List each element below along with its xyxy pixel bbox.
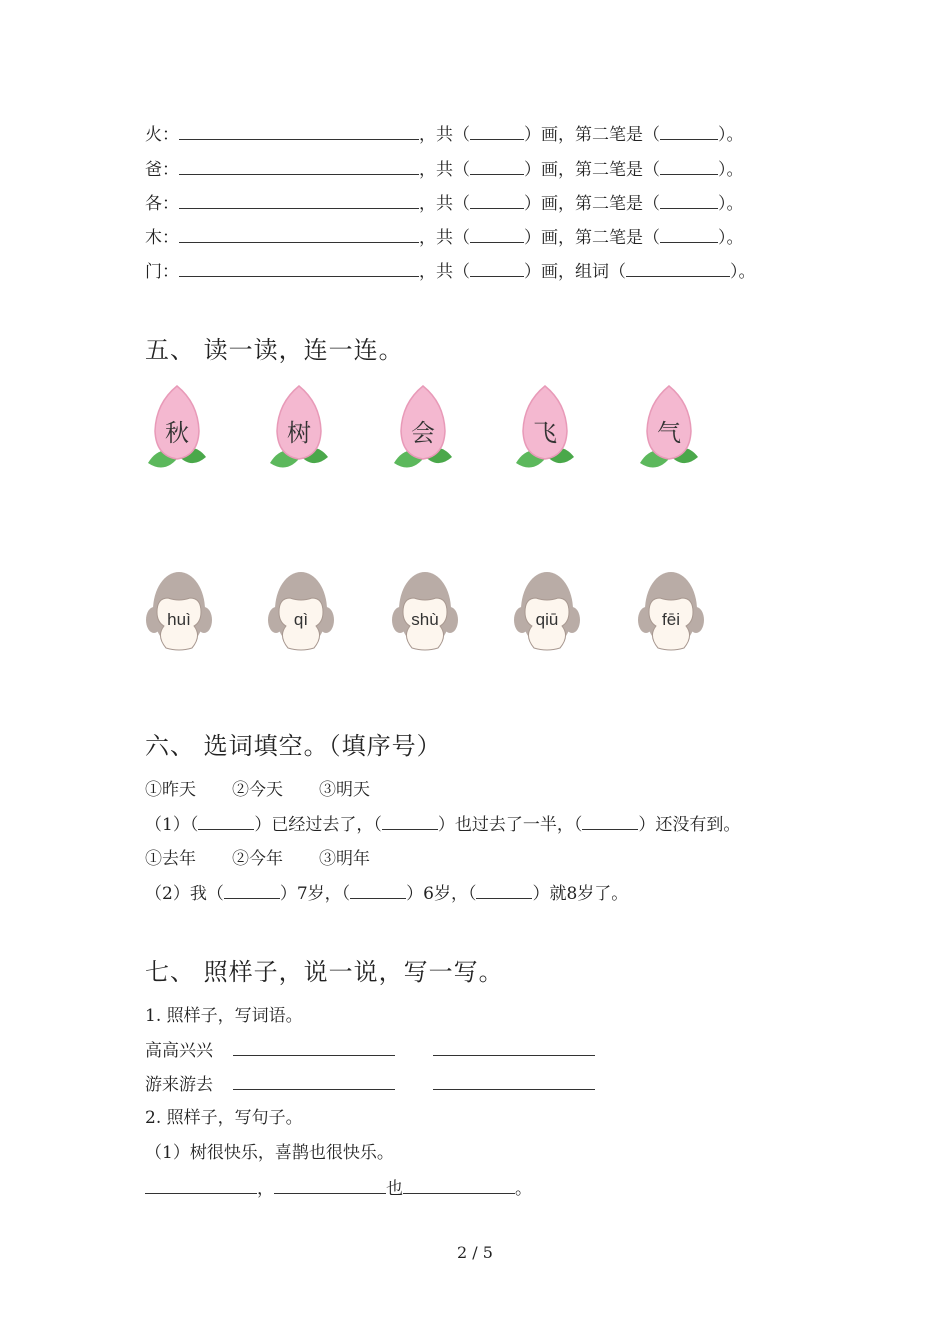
monkey-pinyin: fēi [662, 610, 680, 629]
answer-blank[interactable] [350, 882, 406, 899]
word-blank[interactable] [433, 1073, 595, 1090]
second-stroke-blank[interactable] [660, 123, 718, 140]
option: ①昨天 [145, 780, 196, 800]
word-pattern-row [145, 1073, 595, 1096]
stroke-char: 各： [145, 194, 179, 214]
sentence-text: 。 [515, 1179, 532, 1199]
sentence-blank[interactable] [403, 1177, 515, 1194]
stroke-end: ）。 [730, 262, 756, 282]
stroke-count-blank[interactable] [470, 192, 524, 209]
question-text: （2）我（ [145, 884, 224, 904]
section-7-title: 七、 照样子，说一说，写一写。 [145, 958, 504, 986]
stroke-hua: ）画， [524, 194, 575, 214]
stroke-hua: ）画， [524, 228, 575, 248]
section-6-title: 六、 选词填空。（填序号） [145, 732, 442, 760]
monkey-card[interactable] [146, 568, 212, 654]
stroke-count-blank[interactable] [470, 226, 524, 243]
sentence-blank[interactable] [274, 1177, 386, 1194]
monkey-pinyin: qì [293, 610, 309, 629]
stroke-question: 第二笔是（ [575, 160, 660, 180]
peach-char: 树 [287, 419, 311, 447]
sentence-blank[interactable] [145, 1177, 257, 1194]
word-blank[interactable] [626, 260, 730, 277]
example-sentence: （1）树很快乐，喜鹊也很快乐。 [145, 1143, 394, 1163]
question-1 [145, 813, 740, 836]
stroke-row-ge [145, 192, 744, 214]
stroke-end: ）。 [718, 160, 744, 180]
peach-card[interactable] [268, 383, 330, 473]
stroke-end: ）。 [718, 194, 744, 214]
options-row-1 [145, 779, 370, 801]
word-blank[interactable] [233, 1073, 395, 1090]
page-number: 2 / 5 [457, 1243, 493, 1262]
sentence-text: ， [257, 1179, 274, 1199]
answer-blank[interactable] [224, 882, 280, 899]
sub-question-2: 2. 照样子，写句子。 [145, 1108, 303, 1128]
option: ②今天 [232, 780, 283, 800]
question-text: ）6岁，（ [406, 884, 477, 904]
stroke-order-blank[interactable] [179, 226, 419, 243]
stroke-end: ）。 [718, 125, 744, 145]
option: ③明年 [319, 849, 370, 869]
question-text: ）就8岁了。 [532, 884, 629, 904]
stroke-gong: ，共（ [419, 228, 470, 248]
monkey-pinyin: qiū [535, 610, 559, 629]
stroke-char: 门： [145, 262, 179, 282]
answer-blank[interactable] [476, 882, 532, 899]
monkey-card[interactable] [268, 568, 334, 654]
answer-blank[interactable] [198, 813, 254, 830]
example-word: 高高兴兴 [145, 1041, 213, 1061]
stroke-row-men [145, 260, 756, 282]
monkey-pinyin: shù [411, 610, 439, 629]
stroke-char: 火： [145, 125, 179, 145]
question-text: （1）（ [145, 815, 199, 835]
stroke-order-blank[interactable] [179, 260, 419, 277]
word-blank[interactable] [233, 1039, 395, 1056]
monkey-pinyin: huì [167, 610, 191, 629]
stroke-row-huo [145, 123, 744, 145]
answer-blank[interactable] [582, 813, 638, 830]
stroke-gong: ，共（ [419, 194, 470, 214]
second-stroke-blank[interactable] [660, 192, 718, 209]
word-blank[interactable] [433, 1039, 595, 1056]
stroke-row-ba [145, 158, 744, 180]
stroke-hua: ）画， [524, 262, 575, 282]
peach-char: 飞 [533, 419, 557, 447]
stroke-char: 爸： [145, 160, 179, 180]
option: ②今年 [232, 849, 283, 869]
stroke-row-mu [145, 226, 744, 248]
stroke-order-blank[interactable] [179, 192, 419, 209]
peach-card[interactable] [638, 383, 700, 473]
options-row-2 [145, 848, 370, 870]
stroke-hua: ）画， [524, 125, 575, 145]
monkey-card[interactable] [392, 568, 458, 654]
example-word: 游来游去 [145, 1075, 213, 1095]
stroke-count-blank[interactable] [470, 123, 524, 140]
second-stroke-blank[interactable] [660, 158, 718, 175]
peach-card[interactable] [146, 383, 208, 473]
second-stroke-blank[interactable] [660, 226, 718, 243]
answer-blank[interactable] [382, 813, 438, 830]
monkey-card[interactable] [638, 568, 704, 654]
question-text: ）已经过去了，（ [254, 815, 382, 835]
peach-char: 秋 [165, 419, 189, 447]
question-2 [145, 882, 628, 905]
monkey-card[interactable] [514, 568, 580, 654]
stroke-question: 第二笔是（ [575, 228, 660, 248]
stroke-end: ）。 [718, 228, 744, 248]
stroke-order-blank[interactable] [179, 123, 419, 140]
stroke-hua: ）画， [524, 160, 575, 180]
option: ①去年 [145, 849, 196, 869]
sub-question-1: 1. 照样子，写词语。 [145, 1006, 303, 1026]
stroke-gong: ，共（ [419, 125, 470, 145]
stroke-gong: ，共（ [419, 262, 470, 282]
peach-card[interactable] [514, 383, 576, 473]
stroke-question: 组词（ [575, 262, 626, 282]
question-text: ）也过去了一半，（ [437, 815, 583, 835]
stroke-question: 第二笔是（ [575, 125, 660, 145]
stroke-count-blank[interactable] [470, 158, 524, 175]
peach-char: 气 [657, 419, 681, 447]
stroke-count-blank[interactable] [470, 260, 524, 277]
word-pattern-row [145, 1039, 595, 1062]
sentence-text: 也 [386, 1179, 403, 1199]
stroke-char: 木： [145, 228, 179, 248]
stroke-order-blank[interactable] [179, 158, 419, 175]
stroke-question: 第二笔是（ [575, 194, 660, 214]
section-5-title: 五、 读一读，连一连。 [145, 336, 404, 364]
option: ③明天 [319, 780, 370, 800]
peach-char: 会 [411, 419, 435, 447]
peach-card[interactable] [392, 383, 454, 473]
question-text: ）7岁，（ [279, 884, 351, 904]
question-text: ）还没有到。 [638, 815, 741, 835]
sentence-pattern-row [145, 1177, 532, 1200]
stroke-gong: ，共（ [419, 160, 470, 180]
